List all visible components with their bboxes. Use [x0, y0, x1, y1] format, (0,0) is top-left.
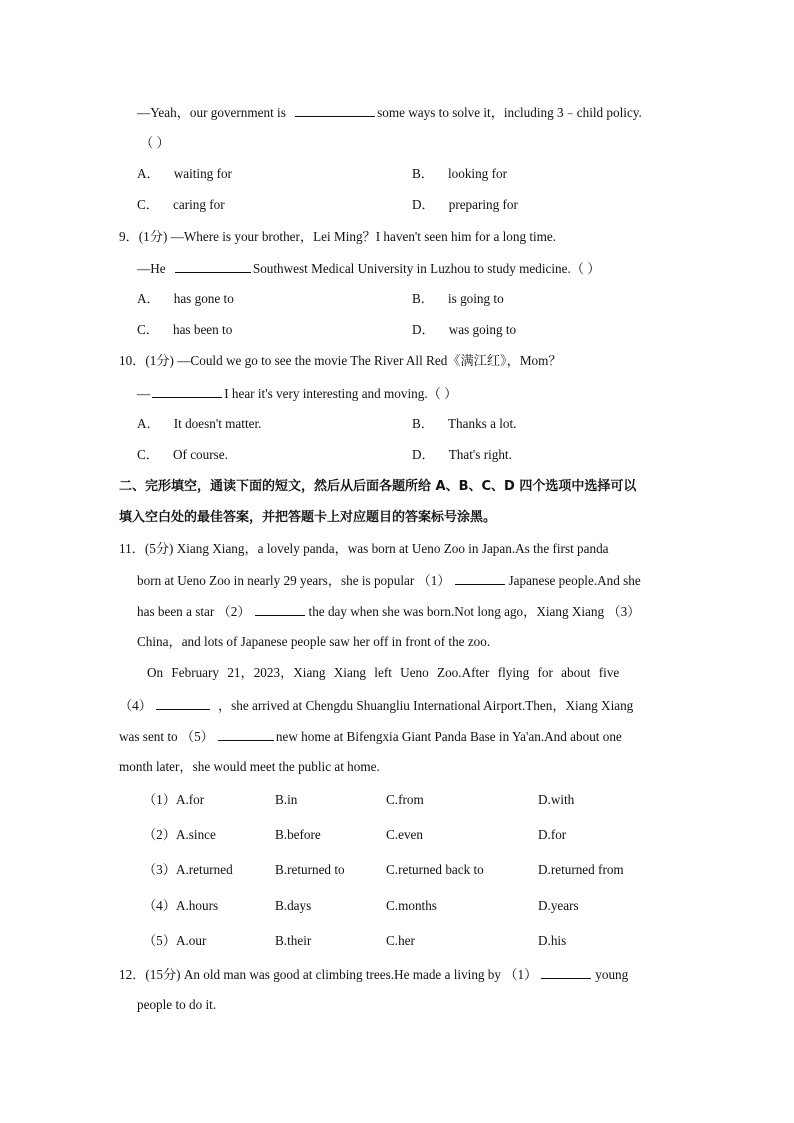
option-a[interactable]: A． has gone to — [137, 291, 234, 306]
choice-a-3[interactable]: （3）A.returned — [143, 862, 233, 877]
q9-stem: 9．(1分) —Where is your brother，Lei Ming？I haven't seen him for a long time. — [119, 229, 557, 244]
choice-a-4[interactable]: （4）A.hours — [143, 898, 219, 913]
q8-text-pre: —Yeah，our government is — [137, 105, 286, 120]
choice-b-1[interactable]: B.in — [275, 792, 298, 807]
choice-d-5[interactable]: D.his — [538, 933, 567, 948]
q8-line — [137, 104, 642, 121]
q10-stem: 10．(1分) —Could we go to see the movie The River All Red《满江红》，Mom？ — [119, 353, 562, 368]
choice-d-4[interactable]: D.years — [538, 898, 579, 913]
choice-c-3[interactable]: C.returned back to — [386, 862, 484, 877]
q11-line2: born at Ueno Zoo in nearly 29 years，she is popular （1） Japanese people.And she — [137, 573, 641, 588]
q8-text-post: some ways to solve it，including 3﹣child policy. — [377, 105, 642, 120]
q11-para2-line4: month later，she would meet the public at home. — [119, 759, 380, 774]
choice-b-2[interactable]: B.before — [275, 827, 321, 842]
answer-blank[interactable] — [541, 966, 591, 979]
choice-a-5[interactable]: （5）A.our — [143, 933, 207, 948]
q11-line1: 11．(5分) Xiang Xiang，a lovely panda，was born at Ueno Zoo in Japan.As the first panda — [119, 541, 609, 556]
answer-blank[interactable] — [152, 385, 222, 398]
choice-d-3[interactable]: D.returned from — [538, 862, 624, 877]
q9-line2: —He Southwest Medical University in Luzhou to study medicine.（ ） — [137, 261, 601, 276]
answer-blank[interactable] — [156, 697, 210, 710]
choice-b-3[interactable]: B.returned to — [275, 862, 345, 877]
choice-d-1[interactable]: D.with — [538, 792, 575, 807]
choice-a-2[interactable]: （2）A.since — [143, 827, 216, 842]
answer-paren[interactable]: （ ） — [140, 135, 170, 150]
section-heading-line2: 填入空白处的最佳答案，并把答题卡上对应题目的答案标号涂黑。 — [119, 510, 497, 525]
choice-c-4[interactable]: C.months — [386, 898, 437, 913]
option-a[interactable]: A． It doesn't matter. — [137, 416, 262, 431]
q12-line1: 12．(15分) An old man was good at climbing trees.He made a living by （1） young — [119, 967, 629, 982]
option-d[interactable]: D． was going to — [412, 322, 517, 337]
section-heading-line1: 二、完形填空，通读下面的短文，然后从后面各题所给 A、B、C、D 四个选项中选择可以 — [119, 479, 637, 494]
option-c[interactable]: C． has been to — [137, 322, 233, 337]
choice-b-5[interactable]: B.their — [275, 933, 312, 948]
choice-d-2[interactable]: D.for — [538, 827, 567, 842]
answer-blank[interactable] — [455, 572, 505, 585]
q11-para2-line3: was sent to （5） new home at Bifengxia Giant Panda Base in Ya'an.And about one — [119, 729, 622, 744]
q11-para2-line2: （4） ，she arrived at Chengdu Shuangliu International Airport.Then，Xiang Xiang — [119, 698, 634, 713]
option-b[interactable]: B． Thanks a lot. — [412, 416, 517, 431]
answer-blank[interactable] — [175, 260, 251, 273]
option-c[interactable]: C． caring for — [137, 197, 225, 212]
choice-c-2[interactable]: C.even — [386, 827, 423, 842]
q11-para2-line1: On February 21，2023，Xiang Xiang left Ueno Zoo.After flying for about five — [147, 665, 620, 680]
q11-line4: China，and lots of Japanese people saw her off in front of the zoo. — [137, 634, 491, 649]
option-d[interactable]: D． That's right. — [412, 447, 512, 462]
choice-a-1[interactable]: （1）A.for — [143, 792, 205, 807]
option-b[interactable]: B． is going to — [412, 291, 504, 306]
option-c[interactable]: C． Of course. — [137, 447, 228, 462]
answer-blank[interactable] — [255, 603, 305, 616]
q10-line2: — I hear it's very interesting and moving.（ ） — [137, 386, 458, 401]
choice-b-4[interactable]: B.days — [275, 898, 312, 913]
answer-blank[interactable] — [218, 728, 274, 741]
answer-blank[interactable] — [295, 104, 375, 117]
option-b[interactable]: B． looking for — [412, 166, 507, 181]
choice-c-5[interactable]: C.her — [386, 933, 415, 948]
q11-line3: has been a star （2） the day when she was born.Not long ago，Xiang Xiang （3） — [137, 604, 641, 619]
q12-line2: people to do it. — [137, 997, 217, 1012]
option-a[interactable]: A． waiting for — [137, 166, 232, 181]
option-d[interactable]: D． preparing for — [412, 197, 518, 212]
choice-c-1[interactable]: C.from — [386, 792, 424, 807]
